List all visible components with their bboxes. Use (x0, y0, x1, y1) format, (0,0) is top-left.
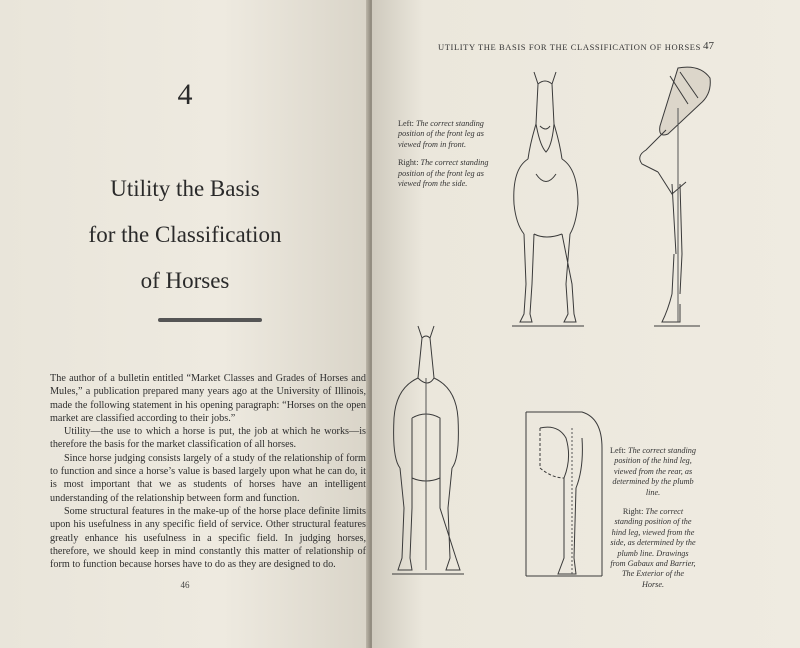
caption-front-legs (398, 119, 494, 197)
paragraph: Some structural features in the make-up of the horse place definite limits upon his usefulness in any specific field of service. Other structural features greatly enhance his usefulness in a specific field. In judging horses, therefore, we should keep in mind constantly this matter of relationship of form to function because horses have to do as they are designed to do. (50, 505, 366, 571)
caption-label: Right: (398, 158, 419, 168)
page-number-left: 46 (180, 580, 190, 590)
caption-text: The correct standing position of the front leg as viewed from the side. (398, 158, 489, 189)
front-leg-skeleton-drawing (628, 64, 718, 332)
caption-text: The correct standing position of the hind leg, viewed from the rear, as determined by the plumb line. (612, 446, 696, 497)
chapter-title-line: for the Classification (88, 222, 282, 247)
chapter-title-line: of Horses (140, 268, 230, 293)
chapter-title (0, 166, 370, 304)
body-text (50, 372, 366, 571)
hind-leg-side-view-drawing (522, 408, 606, 580)
caption-book-title: The Exterior of the Horse. (621, 569, 685, 589)
horse-front-view-drawing (500, 64, 596, 330)
page-number-right: 47 (703, 40, 714, 52)
caption-text: The correct standing position of the hind leg, viewed from the side, as determined by the plumb line. Drawings from Gabaux and Barrier, (610, 507, 696, 569)
ornamental-rule (158, 318, 262, 322)
chapter-title-line: Utility the Basis (110, 176, 260, 201)
left-page (0, 0, 370, 648)
caption-label: Left: (610, 446, 626, 455)
caption-text: The correct standing position of the front leg as viewed from in front. (398, 119, 484, 149)
paragraph: Since horse judging consists largely of a study of the relationship of form to function and since a horse’s value is based largely upon what he can do, it is most important that we as students of horses have an intelligent understanding of the relationship between form and function. (50, 452, 366, 504)
horse-rear-view-drawing (386, 318, 466, 580)
caption-hind-legs (610, 446, 696, 599)
chapter-number: 4 (177, 78, 193, 111)
paragraph: Utility—the use to which a horse is put, the job at which he works—is therefore the basis for the market classification of all horses. (50, 426, 366, 451)
running-head: UTILITY THE BASIS FOR THE CLASSIFICATION OF HORSES (438, 42, 701, 52)
caption-label: Right: (622, 507, 644, 517)
paragraph: The author of a bulletin entitled “Market Classes and Grades of Horses and Mules,” a publication prepared many years ago at the University of Illinois, made the following statement in his opening paragraph: “Horses on the open market are classified according to their jobs.” (50, 373, 366, 424)
caption-label: Left: (398, 119, 414, 128)
